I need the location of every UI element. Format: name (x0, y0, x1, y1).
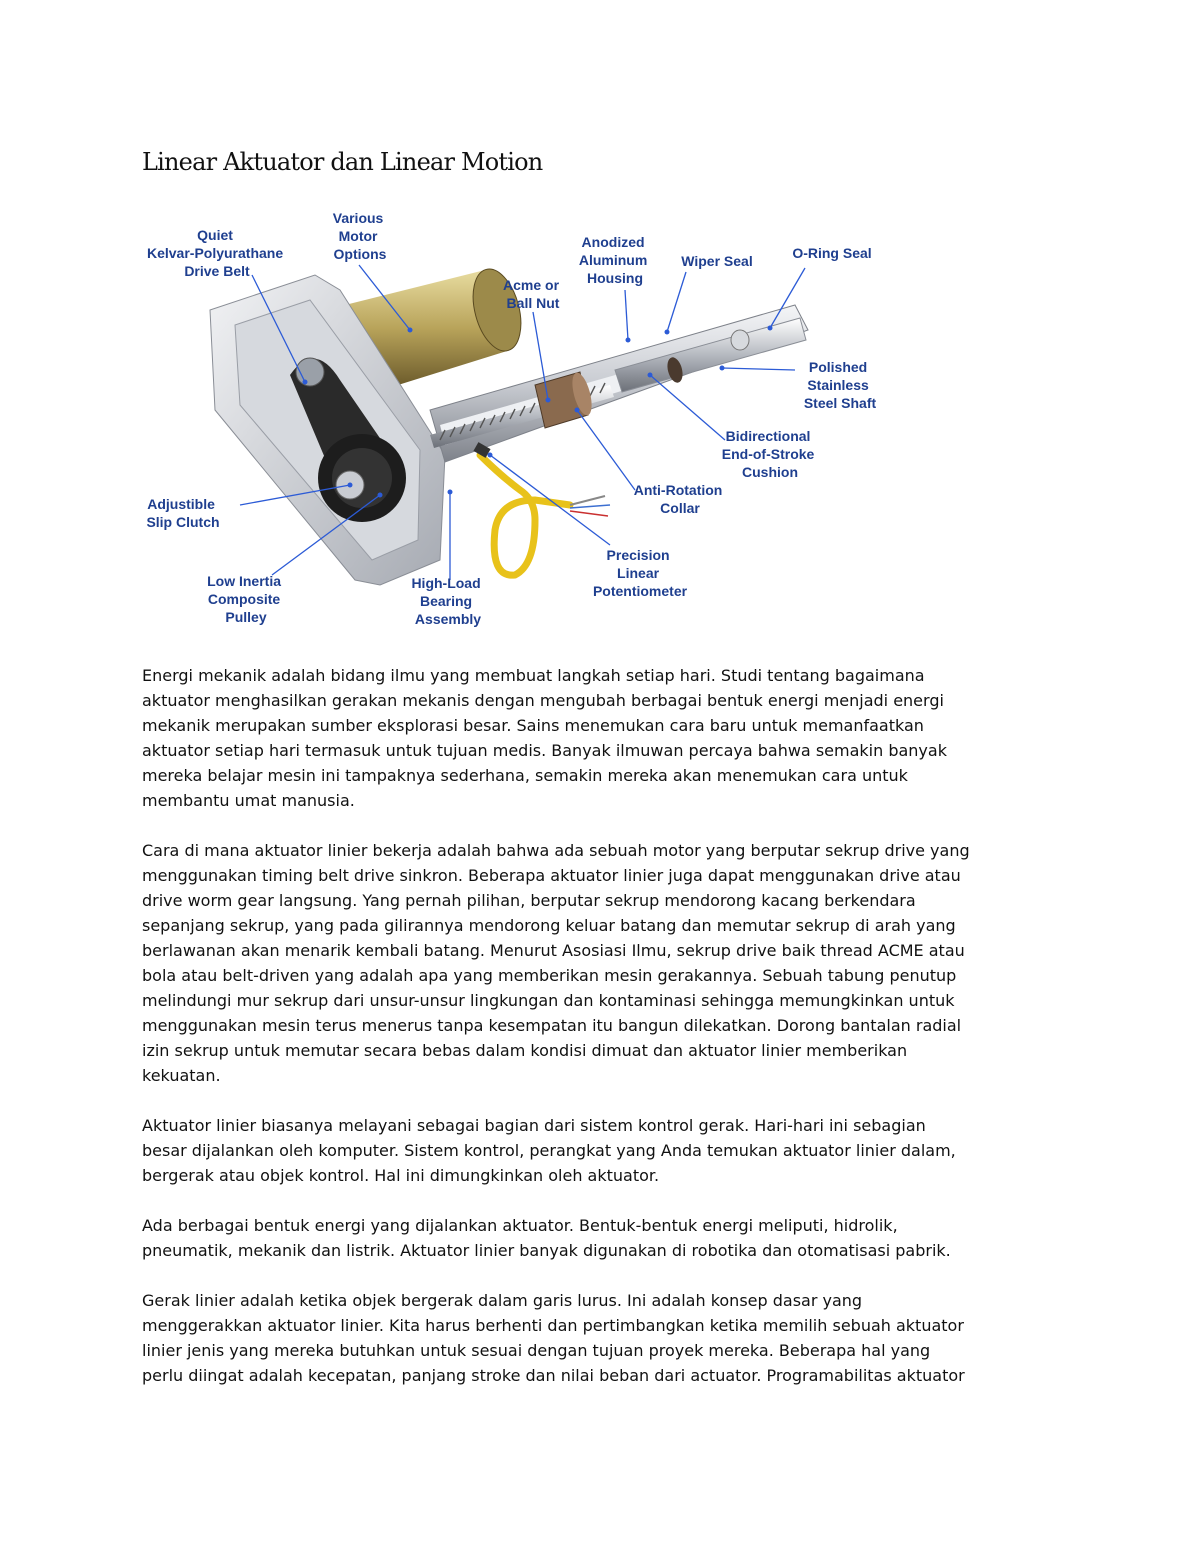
callout-oring-seal: O-Ring Seal (792, 245, 872, 261)
paragraph-3: Aktuator linier biasanya melayani sebagai bagian dari sistem kontrol gerak. Hari-hari ini sebagian besar dijalankan oleh komputer. Sistem kontrol, perangkat yang Anda temukan aktuator linier dalam, bergerak atau objek kontrol. Hal ini dimungkinkan oleh aktuator. (142, 1116, 956, 1185)
document-body (142, 663, 1072, 1413)
document-title: Linear Aktuator dan Linear Motion (142, 148, 543, 176)
callout-bearing: High-Load Bearing Assembly (411, 575, 482, 627)
callout-potentiometer: Precision Linear Potentiometer (592, 547, 688, 599)
paragraph-2: Cara di mana aktuator linier bekerja adalah bahwa ada sebuah motor yang berputar sekrup drive yang menggunakan timing belt drive sinkron. Beberapa aktuator linier juga dapat menggunakan drive atau drive worm gear langsung. Yang pernah pilihan, berputar sekrup mendorong kacang berkendara sepanjang sekrup, yang pada gilirannya mendorong keluar batang dan memutar sekrup di arah yang berlawanan akan menarik kembali batang. Menurut Asosiasi Ilmu, sekrup drive baik thread ACME atau bola atau belt-driven yang adalah apa yang memberikan mesin gerakannya. Sebuah tabung penutup melindungi mur sekrup dari unsur-unsur lingkungan dan kontaminasi sehingga memungkinkan untuk menggunakan mesin terus menerus tanpa kesempatan itu bangun dilekatkan. Dorong bantalan radial izin sekrup untuk memutar secara bebas dalam kondisi dimuat dan aktuator linier memberikan kekuatan. (142, 841, 970, 1085)
callout-wiper-seal: Wiper Seal (681, 253, 753, 269)
callout-pulley: Low Inertia Composite Pulley (207, 573, 282, 625)
callout-housing: Anodized Aluminum Housing (578, 234, 648, 286)
actuator-diagram-figure (140, 200, 900, 640)
potentiometer-cable-illustration (473, 442, 610, 575)
callout-acme-nut: Acme or Ball Nut (503, 277, 560, 311)
callout-slip-clutch: Adjustible Slip Clutch (146, 496, 220, 530)
actuator-diagram (140, 200, 900, 640)
paragraph-4: Ada berbagai bentuk energi yang dijalankan aktuator. Bentuk-bentuk energi meliputi, hidrolik, pneumatik, mekanik dan listrik. Aktuator linier banyak digunakan di robotika dan otomatisasi pabrik. (142, 1216, 951, 1260)
paragraph-5: Gerak linier adalah ketika objek bergerak dalam garis lurus. Ini adalah konsep dasar yang menggerakkan aktuator linier. Kita harus berhenti dan pertimbangkan ketika memilih sebuah aktuator linier jenis yang mereka butuhkan untuk sesuai dengan tujuan proyek mereka. Beberapa hal yang perlu diingat adalah kecepatan, panjang stroke dan nilai beban dari actuator. Programabilitas aktuator (142, 1291, 965, 1385)
paragraph-1: Energi mekanik adalah bidang ilmu yang membuat langkah setiap hari. Studi tentang bagaimana aktuator menghasilkan gerakan mekanis dengan mengubah berbagai bentuk energi menjadi energi mekanik merupakan sumber eksplorasi besar. Sains menemukan cara baru untuk memanfaatkan aktuator setiap hari termasuk untuk tujuan medis. Banyak ilmuwan percaya bahwa semakin banyak mereka belajar mesin ini tampaknya sederhana, semakin mereka akan menemukan cara untuk membantu umat manusia. (142, 666, 947, 810)
callout-quiet-belt: Quiet Kelvar-Polyurathane Drive Belt (146, 227, 284, 279)
callout-motor-options: Various Motor Options (332, 210, 387, 262)
callout-cushion: Bidirectional End-of-Stroke Cushion (721, 428, 815, 480)
callout-collar: Anti-Rotation Collar (633, 482, 723, 516)
callout-shaft: Polished Stainless Steel Shaft (803, 359, 877, 411)
